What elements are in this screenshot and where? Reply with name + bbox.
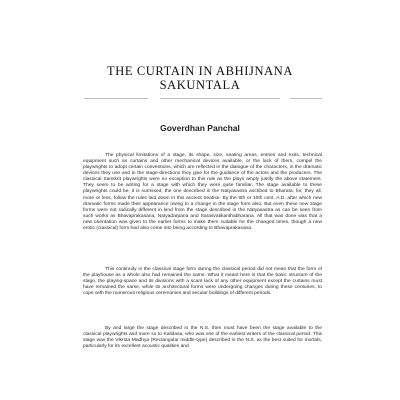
divider-rule xyxy=(290,98,322,99)
body-paragraph-2: This continuity in the classical stage form during the classical period did not mean that the form of the playhouse as a whole also had remained the same. What it meant here is that the basic structure of the stage, the playing-space and its divisions with a scant lack of any other equipment except the curtains must have remained the same, while its architectural forms were undergoing changes during these centuries, to cope with the numerous religious ceremonies and secular buildings of different periods. xyxy=(83,266,322,297)
body-paragraph-1: The physical limitations of a stage, its shape, size, seating areas, entries and exits, technical equipment such as curtains and other mechanical devices available, or the lack of them, compel the playwrights to adopt certain conventions, which are reflected in the dialogue of the characters, in the dramatic devices they use and in the stage-directions they give for the guidance of the actors and the producers. The classical Sanskrit playwrights were no exception to this rule as the plays amply justify the above statement. They seem to be writing for a stage with which they were quite familiar. The stage available to these playwrights could be, it is surmised, the one described in the Natyasastra ascribed to Bharata, for, they all, more or less, follow the rules laid down in this ancient treatise. By the 9th or 10th cent. A.D. after which new dramatic forms made their appearance owing to a change in the stage form also. But even these new stage forms were not radically different in kind from the stage described in the Natyasastra as can be seen from such works as Bhavaprakasana, Natyadarpana and Sarasvatikanthabharana. All that was done was that a new orientation was given to the earlier forms to make them suitable for the changed times, though a new erotic (classical) form had also come into being according to Bhavaprakasana. xyxy=(83,152,322,232)
divider-rule xyxy=(84,98,148,99)
divider-rule xyxy=(160,98,280,99)
article-title-line-1: THE CURTAIN IN ABHIJNANA xyxy=(107,64,293,78)
author-name: Goverdhan Panchal xyxy=(160,123,240,133)
body-paragraph-3: By and large the stage described in the N.S. then must have been the stage available to the classical playwrights and more so to Kalidasa, who was one of the earliest writers of the classical period. This stage was the Vikrsta Madhya (Rectangular middle-type) described in the N.S. as the best suited for mortals, particularly for its excellent acoustic qualities and xyxy=(83,325,322,350)
article-title-line-2: SAKUNTALA xyxy=(159,78,241,92)
